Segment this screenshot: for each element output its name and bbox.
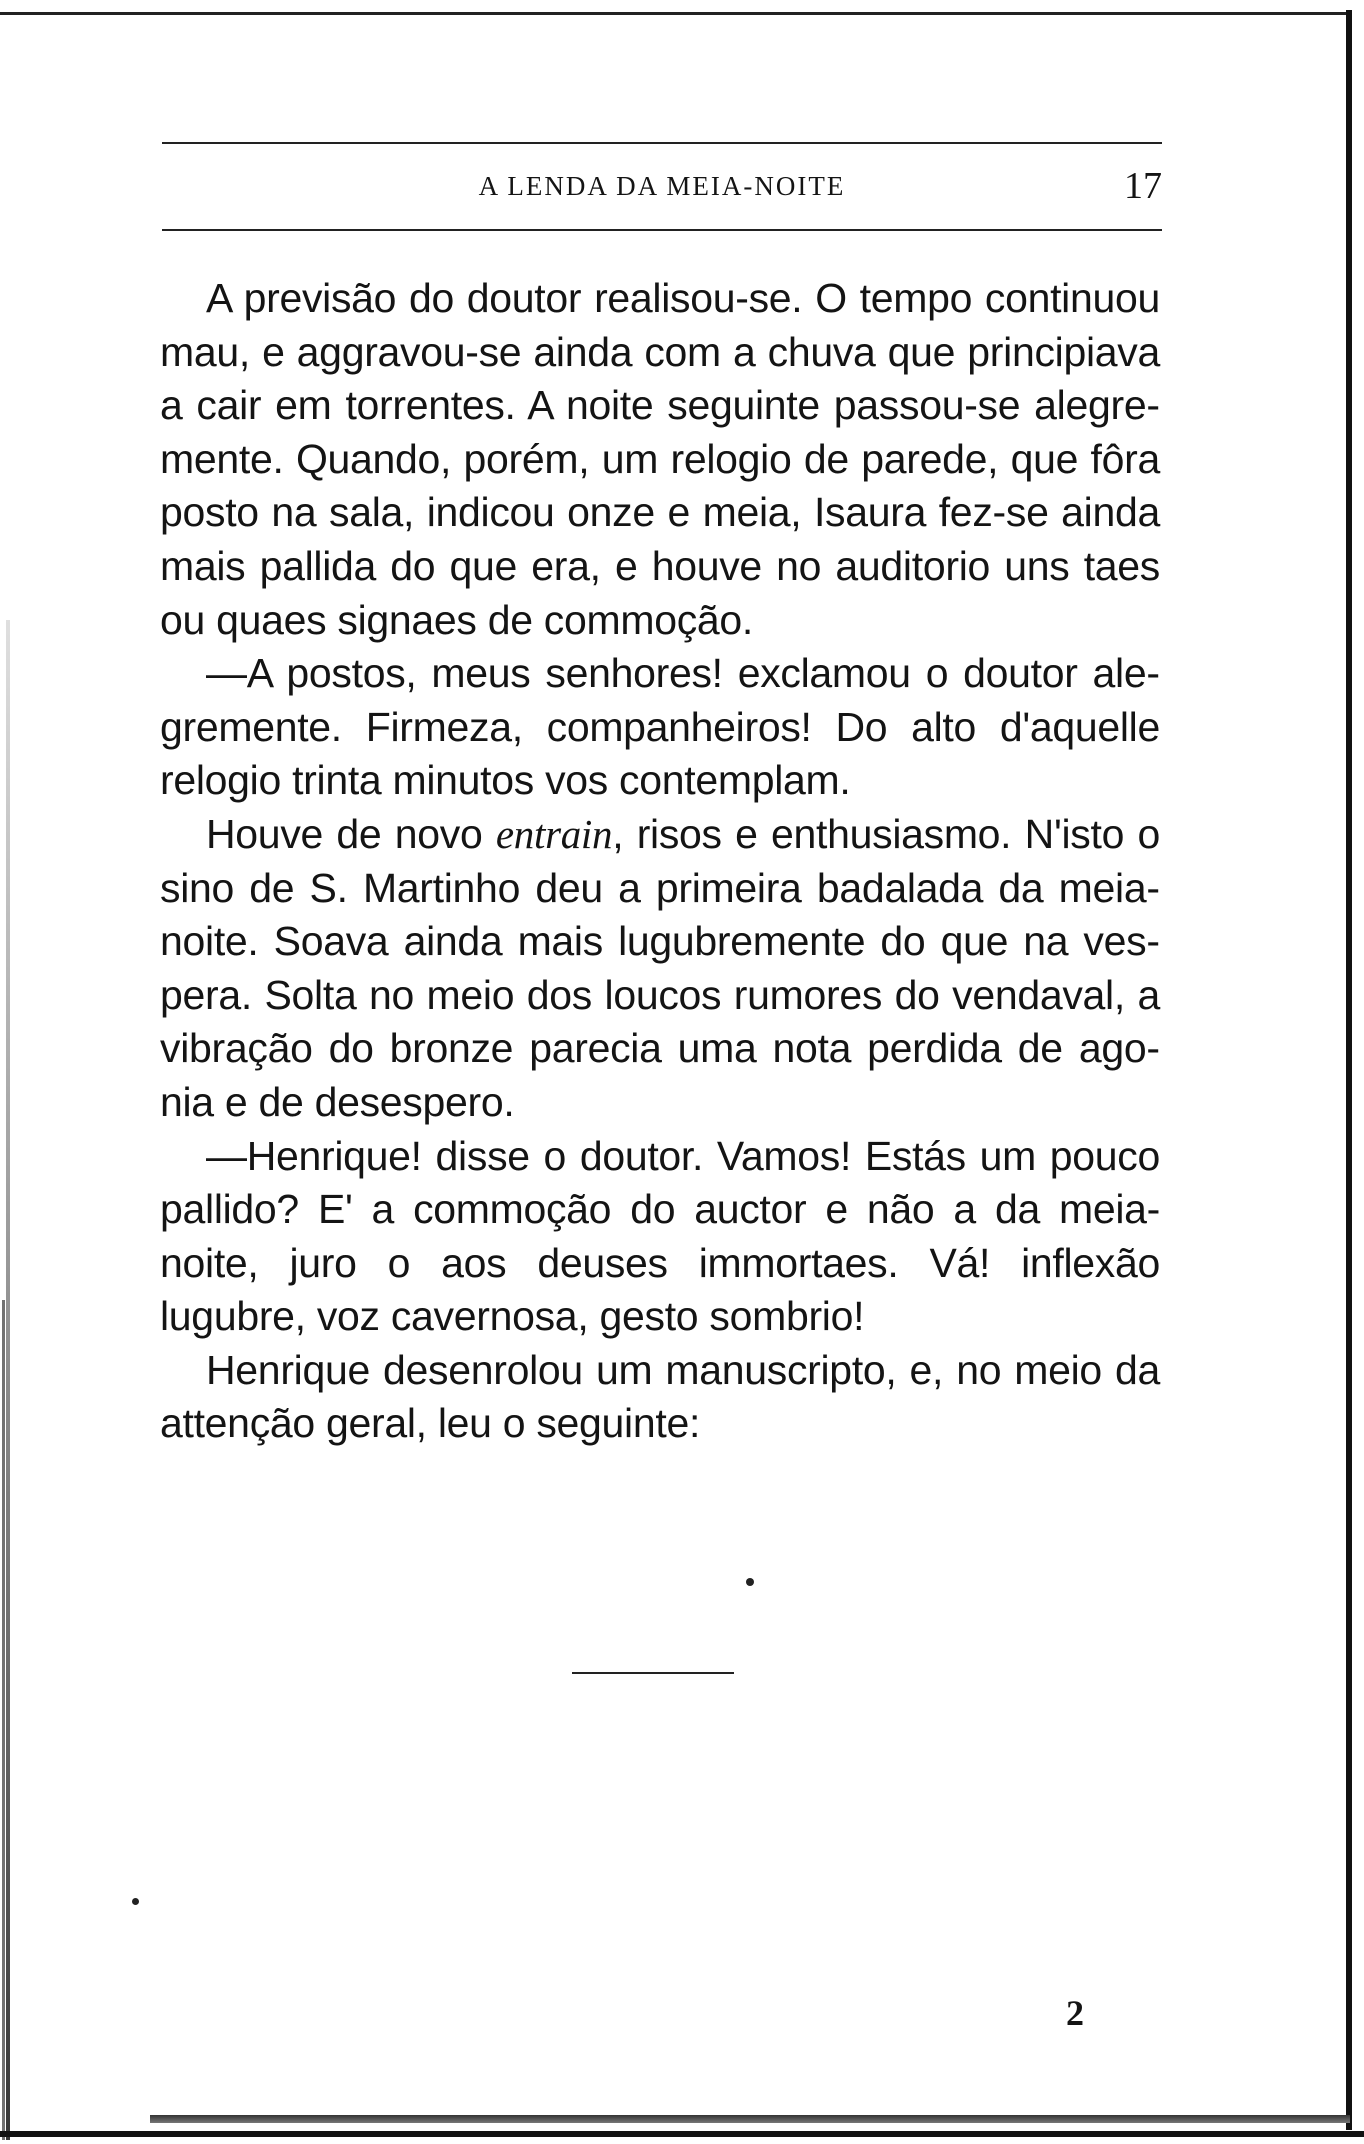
italic-word: entrain: [495, 810, 613, 857]
scan-edge-bottom-line: [0, 2131, 1364, 2137]
paragraph: [160, 808, 1160, 1130]
print-speck: [746, 1578, 754, 1586]
running-title: A LENDA DA MEIA-NOITE: [478, 171, 846, 201]
scan-edge-left-shadow: [2, 1300, 5, 2140]
paragraph: Henrique desenrolou um manuscripto, e, no meio da attenção geral, leu o seguinte:: [160, 1346, 1160, 1447]
scan-edge-right: [1346, 10, 1352, 2130]
paragraph: —Henrique! disse o doutor. Vamos! Estás um pouco pallido? E' a commoção do auctor e não a da meia-noite, juro o aos deuses immortaes. Vá! inflexão lugubre, voz cavernosa, gesto sombrio!: [160, 1132, 1160, 1340]
body-text: [160, 272, 1160, 1451]
print-speck: [132, 1898, 139, 1905]
page-number: 17: [1124, 165, 1162, 207]
paragraph: —A postos, meus senhores! exclamou o doutor alegremente. Firmeza, companheiros! Do alto d'aquelle relogio trinta minutos vos contemplam.: [160, 650, 1160, 804]
scan-edge-left: [6, 620, 10, 2140]
signature-mark: 2: [1066, 1993, 1084, 2033]
header-rule-bottom: [162, 229, 1162, 231]
section-end-rule: [572, 1672, 734, 1674]
paragraph: A previsão do doutor realisou-se. O tempo continuou mau, e aggravou-se ainda com a chuva que principiava a cair em torrentes. A noite seguinte passou-se alegremente. Quando, porém, um relogio de parede, que fôra posto na sala, indicou onze e meia, Isaura fez-se ainda mais pallida do que era, e houve no auditorio uns taes ou quaes signaes de commoção.: [160, 275, 1160, 643]
header-rule-top: [162, 142, 1162, 144]
paragraph-text: Houve de novo: [206, 810, 496, 857]
running-head: [162, 162, 1162, 210]
paragraph-text: , risos e enthusiasmo. N'isto o sino de S. Martinho deu a primeira badalada da meianoite. Soava ainda mais lugubremente do que na vespera. Solta no meio dos loucos rumores do vendaval, a vibração do bronze parecia uma nota perdida de agonia e de desespero.: [160, 810, 1160, 1125]
scan-edge-bottom: [150, 2115, 1350, 2123]
scan-edge-top: [0, 12, 1350, 15]
